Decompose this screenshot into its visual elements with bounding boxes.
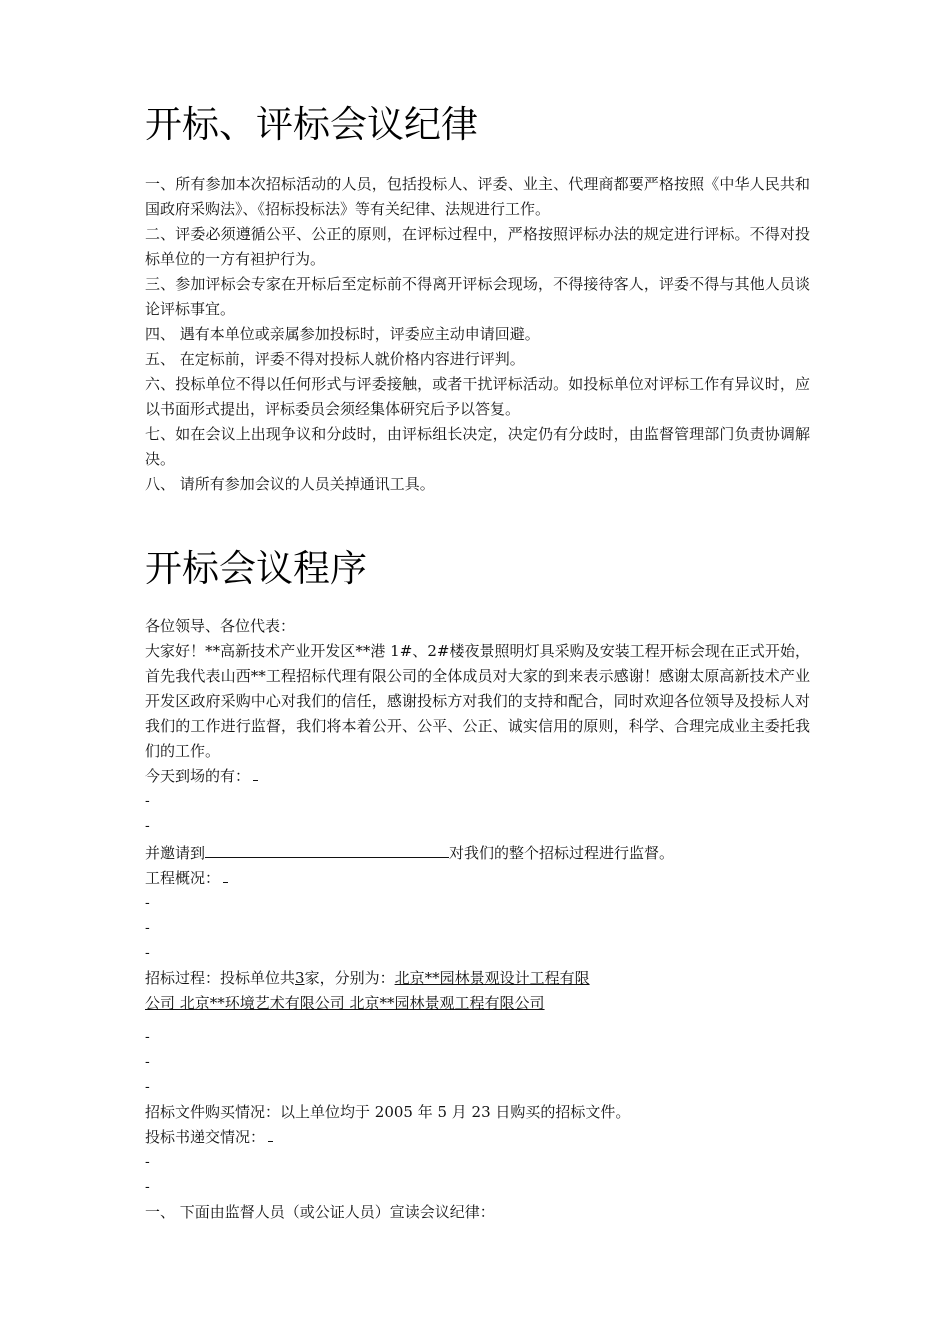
overview-blank [223, 868, 228, 883]
attendees-label: 今天到场的有： [145, 767, 251, 785]
rules-list [145, 172, 810, 497]
submit-blank [268, 1127, 273, 1142]
rule-item: 三、参加评标会专家在开标后至定标前不得离开评标会现场，不得接待客人，评委不得与其他人员谈论评标事宜。 [145, 275, 810, 318]
dash-line: - [145, 1029, 150, 1045]
invite-prefix: 并邀请到 [145, 844, 206, 862]
rule-item: 七、如在会议上出现争议和分歧时，由评标组长决定，决定仍有分歧时，由监督管理部门负责协调解决。 [145, 425, 810, 468]
invite-blank [205, 839, 449, 858]
rule-item: 一、所有参加本次招标活动的人员，包括投标人、评委、业主、代理商都要严格按照《中华人民共和国政府采购法》、《招标投标法》等有关纪律、法规进行工作。 [145, 175, 810, 218]
bid-process-mid: 家，分别为： [304, 969, 395, 987]
attendees-blank [253, 766, 258, 781]
bidder-names-line [145, 991, 810, 1016]
overview-label: 工程概况： [145, 869, 221, 887]
bid-process-line [145, 966, 810, 991]
rule-item: 六、投标单位不得以任何形式与评委接触，或者干扰评标活动。如投标单位对评标工作有异议时，应以书面形式提出，评标委员会须经集体研究后予以答复。 [145, 375, 810, 418]
overview-line [145, 866, 810, 891]
rule-item: 二、评委必须遵循公平、公正的原则，在评标过程中，严格按照评标办法的规定进行评标。不得对投标单位的一方有袒护行为。 [145, 225, 810, 268]
greeting-line: 各位领导、各位代表： [145, 617, 296, 635]
dash-line: - [145, 818, 150, 834]
bid-process-prefix: 招标过程：投标单位共 [145, 969, 296, 987]
opening-paragraph: 大家好！**高新技术产业开发区**港 1#、2#楼夜景照明灯具采购及安装工程开标会现在正式开始，首先我代表山西**工程招标代理有限公司的全体成员对大家的到来表示感谢！感谢太原高新技术产业开发区政府采购中心对我们的信任，感谢投标方对我们的支持和配合，同时欢迎各位领导及投标人对我们的工作进行监督，我们将本着公开、公平、公正、诚实信用的原则，科学、合理完成业主委托我们的工作。 [145, 642, 810, 760]
rule-item: 八、 请所有参加会议的人员关掉通讯工具。 [145, 475, 435, 493]
section-title-procedure: 开标会议程序 [145, 547, 367, 590]
submit-line [145, 1125, 810, 1150]
invite-line [145, 839, 810, 866]
bid-count: 3 [295, 969, 305, 987]
section-title-discipline: 开标、评标会议纪律 [145, 103, 478, 146]
dash-line: - [145, 945, 150, 961]
dash-line: - [145, 793, 150, 809]
rule-item: 四、 遇有本单位或亲属参加投标时，评委应主动申请回避。 [145, 325, 540, 343]
submit-label: 投标书递交情况： [145, 1128, 266, 1146]
dash-line: - [145, 1179, 150, 1195]
last-item-line: 一、 下面由监督人员（或公证人员）宣读会议纪律： [145, 1203, 495, 1221]
dash-line: - [145, 1154, 150, 1170]
dash-line: - [145, 1054, 150, 1070]
bidder-names-line1: 北京**园林景观设计工程有限 [394, 969, 590, 987]
invite-suffix: 对我们的整个招标过程进行监督。 [449, 844, 675, 862]
dash-line: - [145, 895, 150, 911]
dash-line: - [145, 1079, 150, 1095]
attendees-line [145, 764, 810, 789]
procedure-section [145, 614, 810, 1225]
dash-line: - [145, 920, 150, 936]
purchase-info-line: 招标文件购买情况：以上单位均于 2005 年 5 月 23 日购买的招标文件。 [145, 1103, 631, 1121]
spacer [145, 1016, 810, 1025]
rule-item: 五、 在定标前，评委不得对投标人就价格内容进行评判。 [145, 350, 525, 368]
bidder-names-line2: 公司 北京**环境艺术有限公司 北京**园林景观工程有限公司 [145, 994, 545, 1012]
